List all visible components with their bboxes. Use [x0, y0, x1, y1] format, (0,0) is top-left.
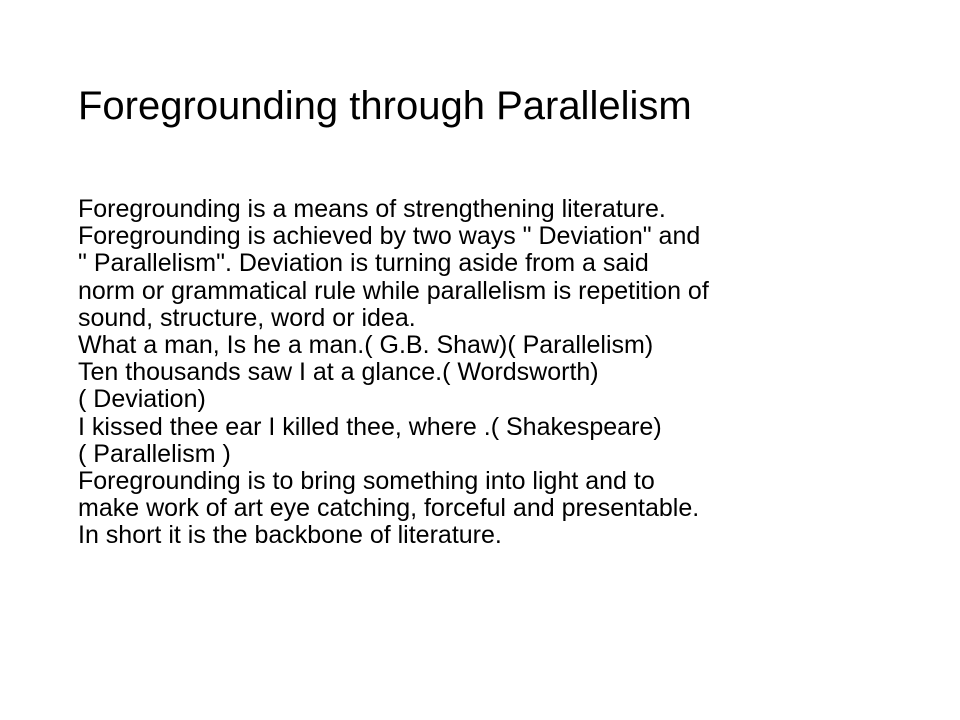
slide-body [78, 196, 938, 550]
body-line: make work of art eye catching, forceful and presentable. [78, 494, 700, 523]
slide-title: Foregrounding through Parallelism [78, 84, 692, 128]
body-line: I kissed thee ear I killed thee, where .( Shakespeare) [78, 412, 662, 441]
body-line: norm or grammatical rule while parallelism is repetition of [78, 276, 709, 305]
body-line: Ten thousands saw I at a glance.( Wordsworth) [78, 358, 599, 387]
body-line: ( Parallelism ) [78, 439, 231, 468]
body-line: In short it is the backbone of literature. [78, 521, 502, 550]
body-line: " Parallelism". Deviation is turning aside from a said [78, 249, 649, 278]
body-line: Foregrounding is achieved by two ways " Deviation" and [78, 222, 701, 251]
body-line: Foregrounding is to bring something into light and to [78, 467, 655, 496]
body-line: Foregrounding is a means of strengthening literature. [78, 195, 666, 223]
body-line: What a man, Is he a man.( G.B. Shaw)( Parallelism) [78, 331, 654, 360]
body-line: ( Deviation) [78, 385, 206, 414]
body-line: sound, structure, word or idea. [78, 303, 416, 332]
